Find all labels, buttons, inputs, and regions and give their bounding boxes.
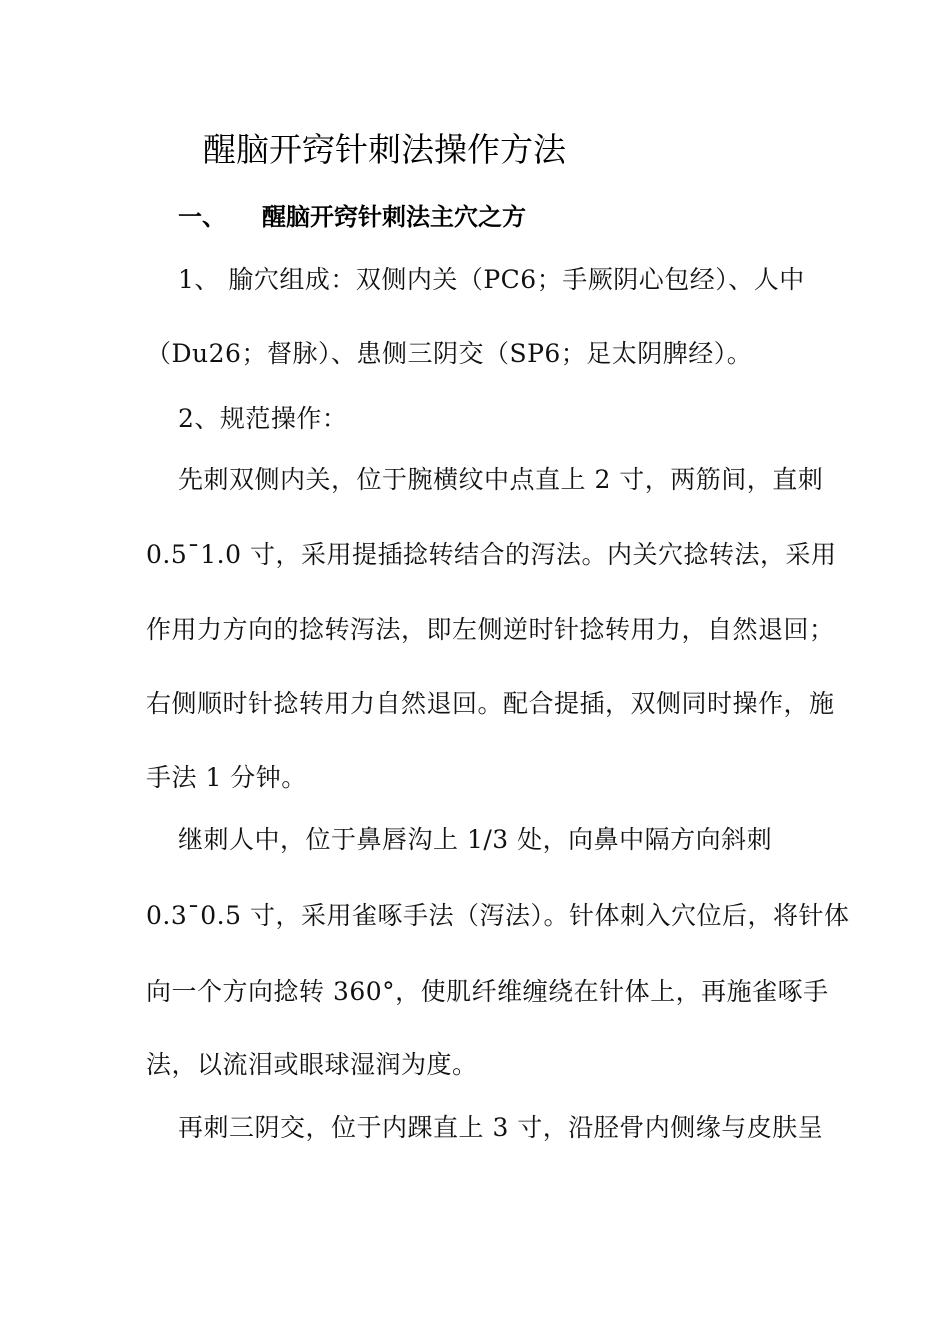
paragraph-line: 作用力方向的捻转泻法，即左侧逆时针捻转用力，自然退回； bbox=[146, 615, 835, 644]
paragraph-line: 2、规范操作： bbox=[178, 404, 348, 433]
document-title: 醒脑开窍针刺法操作方法 bbox=[203, 130, 566, 169]
paragraph-line: 法，以流泪或眼球湿润为度。 bbox=[146, 1050, 478, 1079]
section-heading-text: 醒脑开窍针刺法主穴之方 bbox=[262, 203, 526, 231]
paragraph-line: 再刺三阴交，位于内踝直上 3 寸，沿胫骨内侧缘与皮肤呈 bbox=[178, 1113, 824, 1142]
paragraph-line: 先刺双侧内关，位于腕横纹中点直上 2 寸，两筋间，直刺 bbox=[178, 465, 824, 494]
section-heading bbox=[178, 200, 526, 234]
paragraph-line: 手法 1 分钟。 bbox=[146, 763, 307, 792]
paragraph-line: 右侧顺时针捻转用力自然退回。配合提插，双侧同时操作，施 bbox=[146, 689, 835, 718]
paragraph-line: 1、 腧穴组成：双侧内关（PC6；手厥阴心包经）、人中 bbox=[178, 265, 805, 294]
paragraph-line: （Du26；督脉）、患侧三阴交（SP6；足太阴脾经）。 bbox=[146, 339, 753, 368]
paragraph-line: 向一个方向捻转 360°，使肌纤维缠绕在针体上，再施雀啄手 bbox=[146, 977, 829, 1006]
paragraph-line: 0.3¯0.5 寸，采用雀啄手法（泻法）。针体刺入穴位后，将针体 bbox=[146, 901, 850, 930]
section-number: 一、 bbox=[178, 203, 226, 231]
paragraph-line: 继刺人中，位于鼻唇沟上 1/3 处，向鼻中隔方向斜刺 bbox=[178, 825, 773, 854]
paragraph-line: 0.5¯1.0 寸，采用提插捻转结合的泻法。内关穴捻转法，采用 bbox=[146, 540, 837, 569]
